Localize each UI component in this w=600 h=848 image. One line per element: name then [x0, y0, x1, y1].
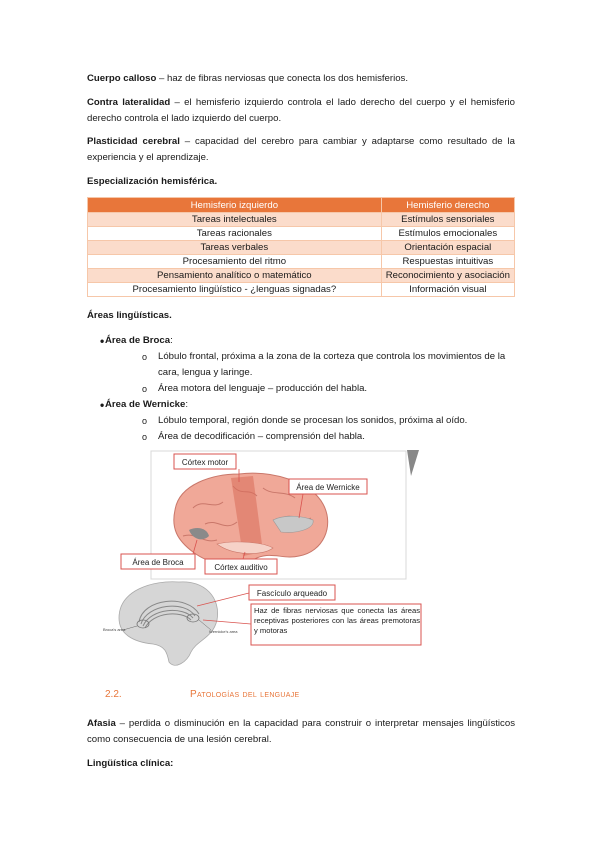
dark-corner-shape: [407, 450, 419, 476]
area-broca-text: Área de Broca: [132, 558, 184, 567]
cell: Procesamiento del ritmo: [88, 255, 382, 269]
def-text: – el hemisferio izquierdo controla el lado derecho del cuerpo y el hemisferio derecho controla el lado izquierdo del cuerpo.: [87, 97, 515, 124]
cell: Procesamiento lingüístico - ¿lenguas signadas?: [88, 283, 382, 297]
broca-label: Área de Broca: [105, 335, 171, 346]
cell: Orientación espacial: [381, 241, 514, 255]
table-row: [88, 241, 515, 255]
small-broca-text: Broca's area: [103, 627, 126, 632]
fasciculo-text: Fascículo arqueado: [256, 589, 328, 598]
def-text: – haz de fibras nerviosas que conecta los dos hemisferios.: [156, 73, 409, 84]
table-row: [88, 283, 515, 297]
small-wernicke-text: Wernicke's area: [209, 629, 238, 634]
broca-bullet: • Área de Broca:: [105, 333, 173, 349]
hemisferios-table: [87, 197, 515, 297]
brain-figure: [103, 448, 423, 673]
table-row: [88, 213, 515, 227]
header-derecho: Hemisferio derecho: [381, 198, 514, 213]
term: Afasia: [87, 718, 116, 729]
especializacion-heading: Especialización hemisférica.: [87, 176, 218, 187]
section-number: 2.2.: [105, 689, 122, 700]
cell: Estímulos sensoriales: [381, 213, 514, 227]
cell: Tareas intelectuales: [88, 213, 382, 227]
label-fasciculo: [197, 585, 335, 606]
wernicke-item: o Lóbulo temporal, región donde se procesan los sonidos, próxima al oído.: [158, 413, 516, 429]
broca-item: o Lóbulo frontal, próxima a la zona de la corteza que controla los movimientos de la cara, lengua y laringe.: [158, 349, 516, 381]
table-row: [88, 227, 515, 241]
def-text: – capacidad del cerebro para cambiar y adaptarse como resultado de la experiencia y el aprendizaje.: [87, 136, 516, 163]
fasciculo-desc-text: Haz de fibras nerviosas que conecta las áreas receptivas posteriores con las áreas premotoras y motoras: [254, 606, 420, 635]
def-plasticidad: [87, 134, 515, 166]
cortex-motor-text: Córtex motor: [181, 458, 229, 467]
areas-heading: Áreas lingüísticas.: [87, 310, 172, 321]
cortex-auditivo-text: Córtex auditivo: [214, 563, 268, 572]
cell: Respuestas intuitivas: [381, 255, 514, 269]
table-row: [88, 269, 515, 283]
cell: Reconocimiento y asociación: [381, 269, 514, 283]
def-cuerpo-calloso: [87, 71, 515, 87]
def-contra-lateralidad: [87, 95, 515, 127]
cell: Tareas verbales: [88, 241, 382, 255]
wernicke-item: o Área de decodificación – comprensión del habla.: [158, 429, 516, 445]
section-title: Patologías del lenguaje: [190, 689, 300, 700]
fasciculo-sketch: [103, 582, 238, 666]
wernicke-label: Área de Wernicke: [105, 399, 186, 410]
header-izquierdo: Hemisferio izquierdo: [88, 198, 382, 213]
broca-item: o Área motora del lenguaje – producción del habla.: [158, 381, 516, 397]
table-row: [88, 255, 515, 269]
term: Plasticidad cerebral: [87, 136, 180, 147]
term: Cuerpo calloso: [87, 73, 157, 84]
term: Contra lateralidad: [87, 97, 171, 108]
cell: Tareas racionales: [88, 227, 382, 241]
linguistica-clinica-heading: Lingüística clínica:: [87, 758, 174, 769]
cell: Pensamiento analítico o matemático: [88, 269, 382, 283]
def-afasia: [87, 716, 515, 748]
table-header-row: [88, 198, 515, 213]
cell: Información visual: [381, 283, 514, 297]
area-wernicke-text: Área de Wernicke: [296, 483, 360, 492]
def-text: – perdida o disminución en la capacidad para construir o interpretar mensajes lingüísticos como consecuencia de una lesión cerebral.: [87, 718, 515, 745]
wernicke-bullet: • Área de Wernicke:: [105, 397, 188, 413]
cell: Estímulos emocionales: [381, 227, 514, 241]
fasciculo-description: [203, 604, 421, 645]
